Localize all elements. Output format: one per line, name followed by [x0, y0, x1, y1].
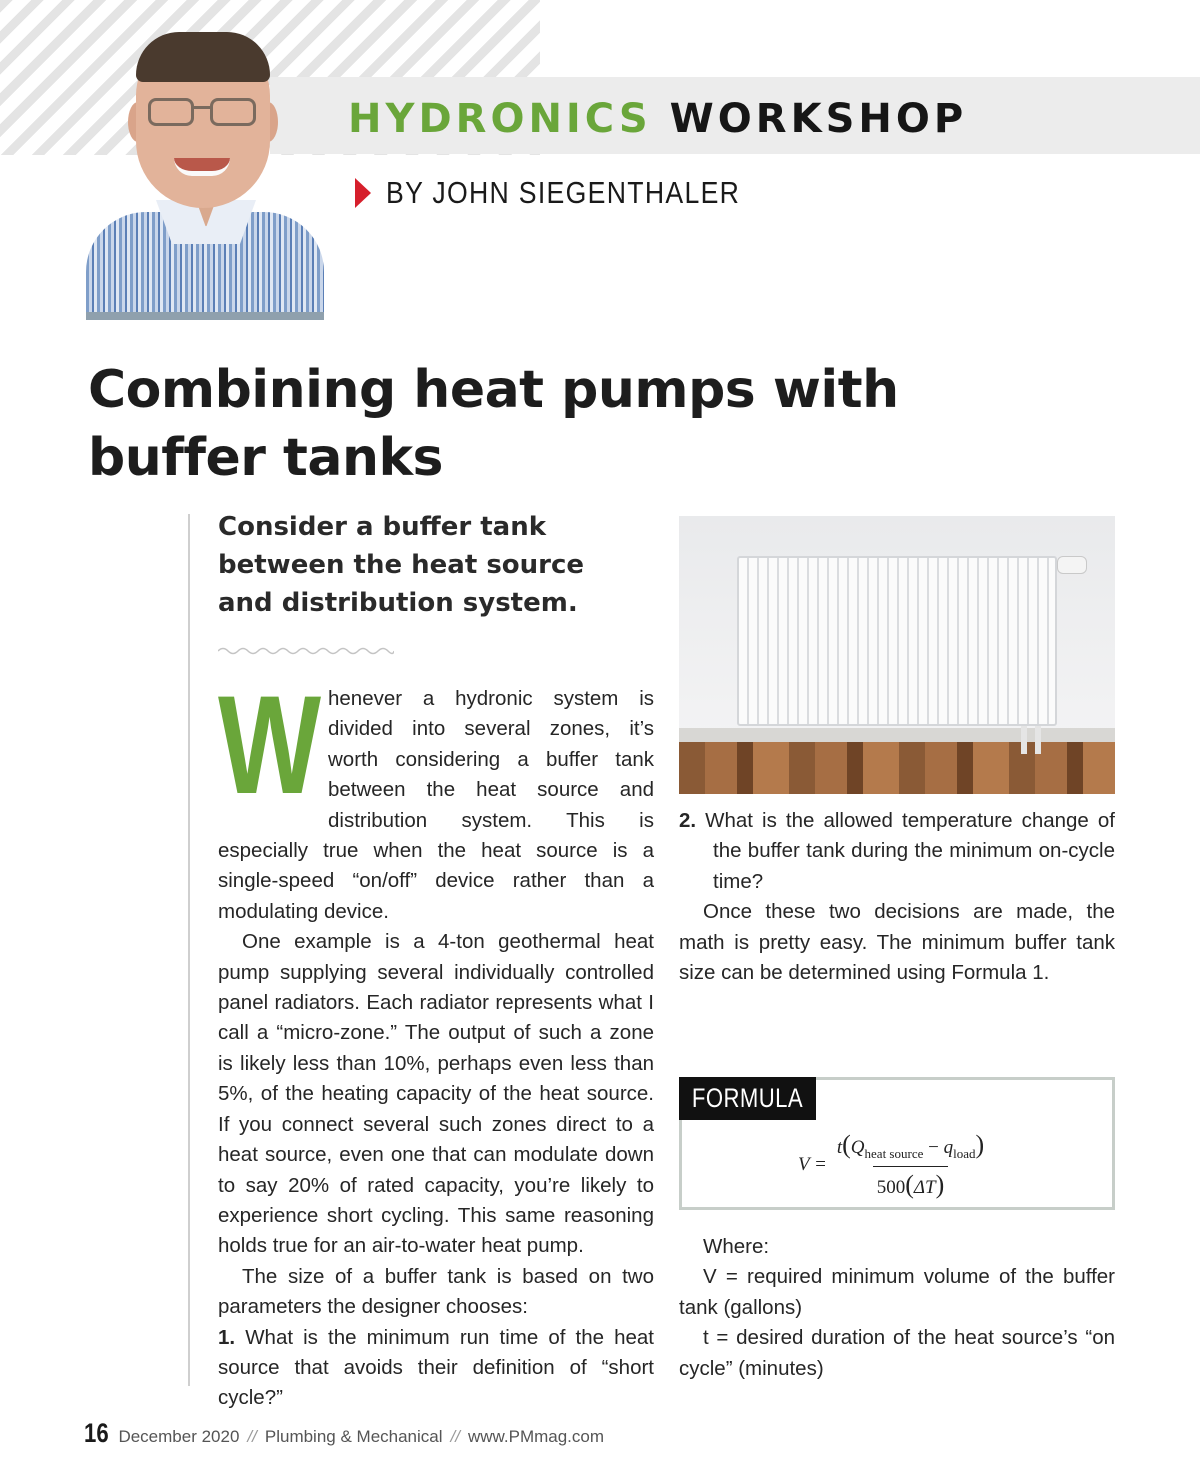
byline-arrow-icon	[355, 178, 371, 208]
section-title-hydronics: HYDRONICS	[348, 96, 652, 142]
formula-lhs: V =	[798, 1153, 827, 1175]
footer-date: December 2020	[118, 1427, 240, 1446]
footer-url[interactable]: www.PMmag.com	[467, 1427, 605, 1446]
drop-cap: W	[218, 666, 322, 823]
section-title-workshop: WORKSHOP	[669, 96, 968, 142]
where-label: Where:	[703, 1235, 770, 1258]
paragraph-3: The size of a buffer tank is based on two parameters the designer chooses:	[218, 1264, 654, 1319]
body-column-left	[218, 666, 654, 1414]
radiator-pipe-right	[1035, 726, 1041, 754]
author-portrait	[86, 22, 324, 320]
panel-radiator	[737, 556, 1057, 726]
page-number: 16	[84, 1418, 109, 1448]
footer-publication: Plumbing & Mechanical	[264, 1427, 443, 1446]
radiator-pipe-left	[1021, 726, 1027, 754]
footer-separator-2: //	[450, 1427, 460, 1446]
article-title-line2: buffer tanks	[88, 428, 444, 488]
radiator-photo	[679, 516, 1115, 794]
portrait-base-bar	[86, 312, 324, 320]
radiator-valve	[1057, 556, 1087, 574]
paragraph-4: Once these two decisions are made, the math is pretty easy. The minimum buffer tank size can be determined using Formula 1.	[679, 900, 1115, 985]
byline: BY JOHN SIEGENTHALER	[386, 175, 741, 210]
definitions	[679, 1232, 1115, 1384]
list-item-1-start	[218, 1323, 654, 1414]
body-column-right	[679, 806, 1115, 988]
deck-squiggle-divider	[218, 644, 394, 658]
formula-numerator: $t(Q_{heat source} - q_{load})$	[836, 1130, 985, 1161]
definition-v: V = required minimum volume of the buffer tank (gallons)	[679, 1265, 1115, 1319]
list-item-1-number: 1.	[218, 1325, 236, 1349]
list-item-2-text: What is the allowed temperature change of the buffer tank during the minimum on-cycle time?	[705, 809, 1115, 893]
page-footer	[84, 1416, 604, 1450]
article-deck: Consider a buffer tank between the heat source and distribution system.	[218, 512, 585, 618]
formula-denominator: 500(ΔT)	[873, 1166, 949, 1200]
list-item-2-number: 2.	[679, 809, 697, 832]
footer-separator-1: //	[247, 1427, 257, 1446]
formula-equation	[798, 1130, 988, 1200]
portrait-glasses-bridge	[194, 106, 210, 109]
deck-rule	[188, 514, 190, 1386]
list-item-1-text: What is the minimum run time of the heat source that avoids their definition of “short cycle?”	[218, 1325, 654, 1410]
portrait-hair	[136, 32, 270, 82]
portrait-glasses-right	[210, 98, 256, 126]
formula-fraction	[833, 1130, 988, 1200]
photo-wood-floor	[679, 742, 1115, 794]
section-title	[348, 92, 967, 146]
paragraph-2: One example is a 4-ton geothermal heat pump supplying several individually controlled panel radiators. Each radiator represents what I call a “micro-zone.” The output of such a zone is likely less than 10%, perhaps even less than 5%, of the heating capacity of the heat source. If you connect several such zones direct to a heat source, even one that can modulate down to say 20% of rated capacity, you’re likely to experience short cycling. This same reasoning holds true for an air-to-water heat pump.	[218, 930, 654, 1258]
list-item-2	[679, 806, 1115, 897]
definition-t: t = desired duration of the heat source’s “on cycle” (minutes)	[679, 1326, 1115, 1380]
formula-label: FORMULA 1	[679, 1077, 816, 1120]
article-title-line1: Combining heat pumps with	[88, 360, 899, 420]
article-title	[88, 356, 988, 492]
paragraph-1: henever a hydronic system is divided into several zones, it’s worth considering a buffer tank between the heat source and distribution system. This is especially true when the heat source is a single-speed “on/off” device rather than a modulating device.	[218, 687, 654, 923]
portrait-glasses-left	[148, 98, 194, 126]
